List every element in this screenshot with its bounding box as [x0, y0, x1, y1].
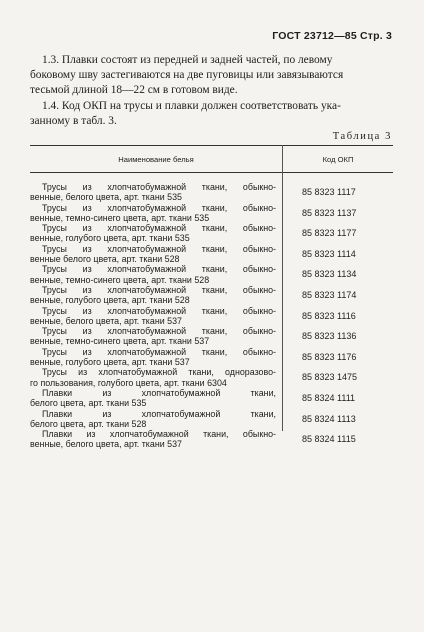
- table-row: [30, 203, 393, 224]
- item-name-cell: [30, 409, 276, 430]
- paragraph-1-4: [30, 99, 392, 129]
- item-name-cell: [30, 429, 276, 450]
- item-name-cell: [30, 244, 276, 265]
- item-name-line: Трусы из хлопчатобумажной ткани, одноразово-: [42, 367, 276, 378]
- item-name-line: Трусы из хлопчатобумажной ткани, обыкно-: [42, 223, 276, 234]
- table-row: [30, 223, 393, 244]
- item-name-line: венные, темно-синего цвета, арт. ткани 537: [30, 336, 210, 347]
- item-name-cell: [30, 203, 276, 224]
- table-top-rule: [30, 145, 393, 146]
- okp-code-cell: 85 8323 1116: [302, 310, 356, 321]
- item-name-cell: [30, 326, 276, 347]
- item-name-cell: [30, 367, 276, 388]
- item-name-cell: [30, 306, 276, 327]
- okp-code-cell: 85 8323 1134: [302, 269, 357, 280]
- table-row: [30, 264, 393, 285]
- item-name-line: белого цвета, арт. ткани 535: [30, 398, 147, 409]
- item-name-line: венные, белого цвета, арт. ткани 537: [30, 315, 182, 326]
- item-name-line: венные, темно-синего цвета, арт. ткани 535: [30, 212, 210, 223]
- item-name-line: Трусы из хлопчатобумажной ткани, обыкно-: [42, 284, 276, 295]
- item-name-line: го пользования, голубого цвета, арт. ткани 6304: [30, 377, 227, 388]
- item-name-line: венные, темно-синего цвета, арт. ткани 528: [30, 274, 210, 285]
- item-name-line: Трусы из хлопчатобумажной ткани, обыкно-: [42, 346, 276, 357]
- item-name-line: белого цвета, арт. ткани 528: [30, 418, 147, 429]
- item-name-cell: [30, 285, 276, 306]
- paragraph-line: 1.4. Код ОКП на трусы и плавки должен соответствовать ука-: [42, 100, 341, 112]
- table-row: [30, 182, 393, 203]
- item-name-line: венные, голубого цвета, арт. ткани 537: [30, 357, 190, 368]
- table-row: [30, 244, 393, 265]
- okp-code-cell: 85 8323 1137: [302, 207, 357, 218]
- table-row: [30, 326, 393, 347]
- item-name-line: венные белого цвета, арт. ткани 528: [30, 254, 180, 265]
- item-name-cell: [30, 264, 276, 285]
- table-row: [30, 347, 393, 368]
- column-header-name: Наименование белья: [118, 155, 194, 164]
- okp-code-cell: 85 8324 1111: [302, 392, 356, 403]
- page-header: ГОСТ 23712—85 Стр. 3: [272, 30, 392, 42]
- item-name-line: венные, голубого цвета, арт. ткани 535: [30, 233, 190, 244]
- item-name-line: Трусы из хлопчатобумажной ткани, обыкно-: [42, 202, 276, 213]
- column-header-code: Код ОКП: [322, 155, 354, 164]
- paragraph-line: боковому шву застегиваются на две пуговицы или завязываются: [30, 69, 344, 82]
- paragraph-line: тесьмой длиной 18—22 см в готовом виде.: [30, 84, 238, 97]
- table-row: [30, 409, 393, 430]
- okp-code-cell: 85 8323 1136: [302, 331, 357, 342]
- item-name-line: Плавки из хлопчатобумажной ткани,: [42, 387, 276, 398]
- item-name-line: венные, белого цвета, арт. ткани 535: [30, 192, 182, 203]
- table-caption: Таблица 3: [332, 131, 392, 142]
- item-name-line: Плавки из хлопчатобумажной ткани,: [42, 408, 276, 419]
- item-name-line: Трусы из хлопчатобумажной ткани, обыкно-: [42, 264, 276, 275]
- item-name-line: Трусы из хлопчатобумажной ткани, обыкно-: [42, 305, 276, 316]
- item-name-line: венные, голубого цвета, арт. ткани 528: [30, 295, 190, 306]
- item-name-line: Трусы из хлопчатобумажной ткани, обыкно-: [42, 243, 276, 254]
- table-row: [30, 388, 393, 409]
- item-name-cell: [30, 223, 276, 244]
- okp-code-cell: 85 8323 1177: [302, 228, 357, 239]
- item-name-line: Трусы из хлопчатобумажной ткани, обыкно-: [42, 326, 276, 337]
- item-name-cell: [30, 347, 276, 368]
- paragraph-line: занному в табл. 3.: [30, 115, 117, 128]
- table-row: [30, 306, 393, 327]
- okp-code-cell: 85 8324 1113: [302, 413, 356, 424]
- okp-code-cell: 85 8323 1475: [302, 372, 358, 383]
- table-row: [30, 285, 393, 306]
- table-row: [30, 367, 393, 388]
- item-name-line: Трусы из хлопчатобумажной ткани, обыкно-: [42, 182, 276, 192]
- table-header-rule: [30, 172, 393, 173]
- item-name-cell: [30, 388, 276, 409]
- paragraph-line: 1.3. Плавки состоят из передней и задней частей, по левому: [42, 54, 333, 66]
- okp-code-cell: 85 8323 1174: [302, 289, 357, 300]
- okp-code-cell: 85 8323 1114: [302, 248, 356, 259]
- paragraph-1-3: [30, 53, 392, 99]
- table-body: [30, 182, 393, 450]
- okp-code-cell: 85 8323 1176: [302, 351, 357, 362]
- okp-code-cell: 85 8323 1117: [302, 187, 356, 197]
- item-name-cell: [30, 182, 276, 203]
- table-row: [30, 429, 393, 450]
- item-name-line: Плавки из хлопчатобумажной ткани, обыкно-: [42, 429, 276, 440]
- okp-code-cell: 85 8324 1115: [302, 434, 356, 445]
- item-name-line: венные, белого цвета, арт. ткани 537: [30, 439, 182, 450]
